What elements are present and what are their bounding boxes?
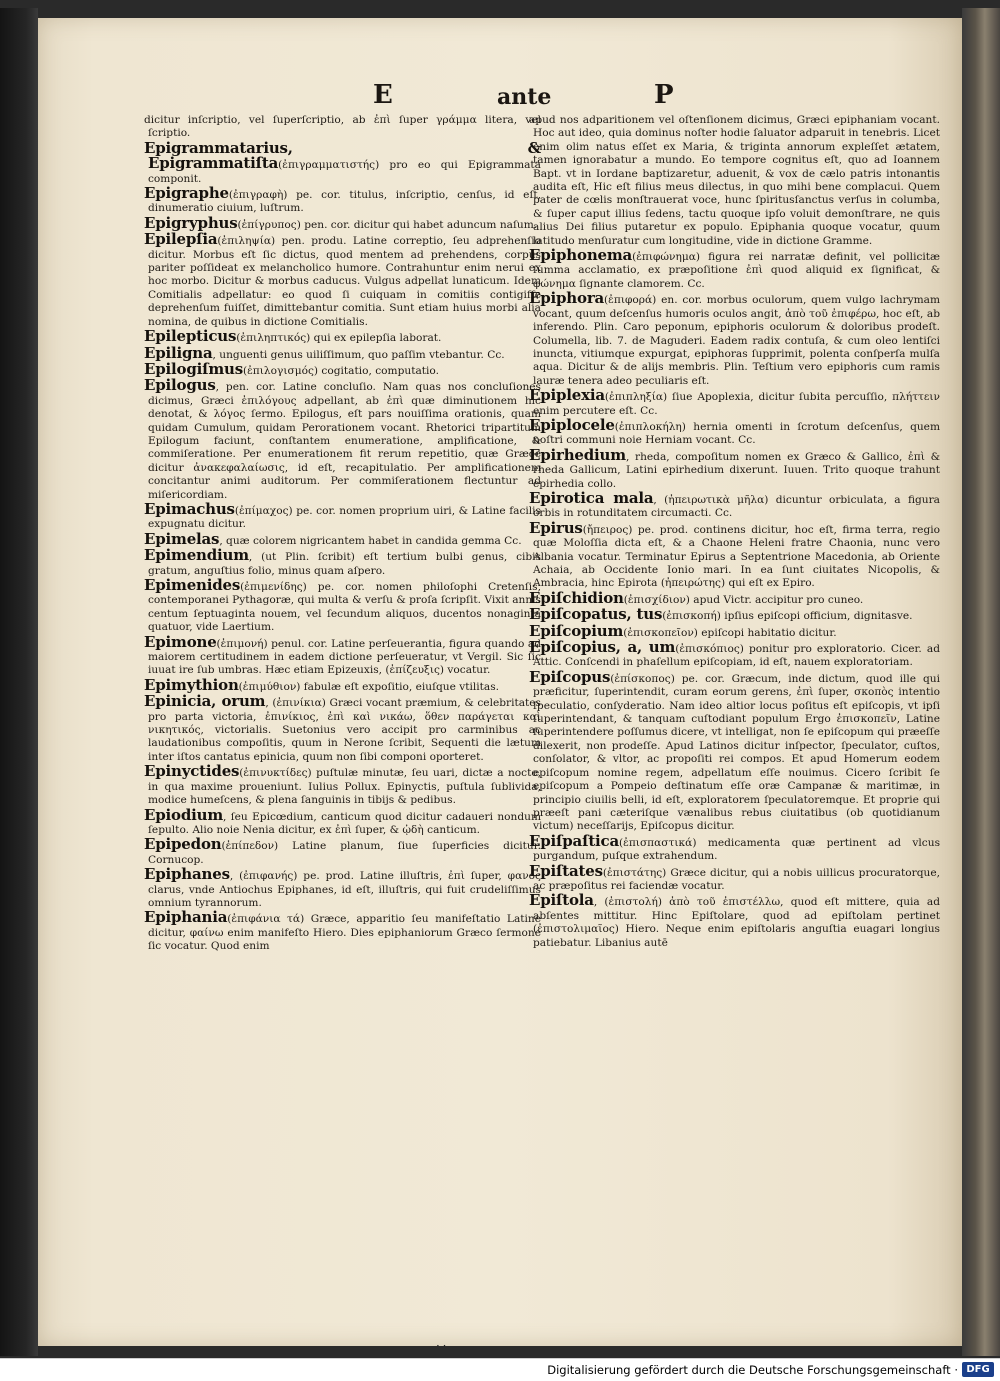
entry-headword: Epiſpaſtica — [529, 831, 620, 850]
entry-gloss: dicitur inſcriptio, vel ſuperſcriptio, ab ἐπὶ ſuper γράμμα litera, vel ſcriptio. — [144, 114, 541, 140]
entry-headword: Epirotica mala — [529, 488, 654, 507]
dictionary-entry — [144, 499, 541, 532]
entry-headword: Epirhedium — [529, 445, 626, 464]
entry-headword: Epinicia, orum — [144, 692, 266, 711]
dictionary-entry — [529, 386, 940, 418]
entry-gloss: (ἐπιπληξία) ſiue Apoplexia, dicitur ſubita percuſſio, πλήττειν enim percutere eſt. Cc. — [533, 391, 940, 417]
dictionary-entry — [144, 865, 541, 910]
entry-gloss: (ἐπίπεδον) Latine planum, ſiue ſuperficies dicitur. Cornucop. — [148, 840, 541, 866]
dictionary-entry — [529, 638, 940, 670]
entry-headword: Epiphanes — [144, 865, 230, 884]
dictionary-entry — [144, 805, 541, 838]
header-left-letter: E — [373, 80, 393, 110]
dictionary-entry — [144, 835, 541, 867]
entry-gloss: (ἤπειρος) pe. prod. continens dicitur, hoc eſt, firma terra, regio quæ Moloſſia dicta eſt, & a Chaone Heleni fratre Chaonia, nunc vero Albania vocatur. Terminatur Epirus a Septentrione Macedonia, ab Oriente Achaia, ab Occidente Ionio mari. In ea ſunt ciuitates Nicopolis, & Ambracia, hinc Epirota (ἠπειρώτης) qui eſt ex Epiro. — [533, 523, 940, 590]
entry-headword: Epiſcopium — [529, 621, 624, 640]
entry-headword: Epimelas — [144, 529, 220, 548]
entry-headword: Epiſchidion — [529, 588, 624, 607]
entry-gloss: , ſeu Epicœdium, canticum quod dicitur cadaueri nondum ſepulto. Alio noie Nenia dicitur, ex ἐπὶ ſuper, & ᾠδὴ canticum. — [148, 810, 541, 836]
entry-headword: Epimenides — [144, 576, 241, 594]
dictionary-entry — [144, 230, 541, 329]
entry-gloss: (ἐπιληψία) pen. produ. Latine correptio, ſeu adprehenſio dicitur. Morbus eſt ſic dictus, quod mentem ad prehendens, corpus pariter poſſideat ex melancholico humore. Contrahuntur enim nerui ex hoc morbo. Dicitur & morbus caducus. Vulgus adpellat lunaticum. Idem Comitialis adpellatur: eo quod ſi cuiquam in comitiis contigiſſe deprehenſum fuiſſet, dimittebantur comitia. Sunt etiam huius morbi alia nomina, de quibus in dictione Comitialis. — [148, 235, 541, 328]
entry-headword: Epigraphe — [144, 184, 229, 203]
entry-gloss: , (ἐπινίκια) Græci vocant præmium, & celebritates pro parta victoria, ἐπινίκιος, ἐπὶ καὶ νικάω, ὅθεν παράγεται καὶ νικητικός, victorialis. Suetonius vero accipit pro carminibus ac laudationibus compoſitis, quum in Nerone ſcribit, Sequenti die lætum inter iſtos cantatus epinicia, quum non ſibi componi oporteret. — [148, 697, 541, 763]
dictionary-entry — [144, 632, 541, 678]
funding-footer — [0, 1358, 1000, 1381]
dictionary-entry — [529, 831, 940, 864]
entry-gloss: (ἐπισκοπεῖον) epiſcopi habitatio dicitur. — [623, 626, 837, 639]
entry-headword: Epiſcopius, a, um — [529, 638, 676, 657]
entry-headword: Epiſcopus — [529, 667, 611, 686]
entry-gloss: (ἐπίσκοπος) pe. cor. Græcum, inde dictum, quod ille qui præficitur, ſuperintendit, curam eorum gerens, ἐπὶ ſuper, σκοπὸς intentio ſpeculatio, conſyderatio. Nam ideo altior locus poſitus eſt epiſcopis, vt ipſi ſuperintendant, & tanquam cuſtodiant populum Ergo ἐπισκοπεῖν, Latine ſuperintendere poſſumus dicere, vt intelligat, non ſe epiſcopum qui præeſſe dilexerit, non prodeſſe. Apud Latinos dicitur inſpector, ſpeculator, cuſtos, conſolator, & vltor, ac propoſiti rei compos. Et apud Homerum eodem epiſcopum nomine regem, adpellatum eſſe nouimus. Cicero ſcribit ſe epiſcopum a Pompeio deſtinatum eſſe oræ Campanæ & maritimæ, in principio ciuilis belli, id eſt, exploratorem ſpeculatoremque. Et proprie qui præeſt pani cæteriſque vænalibus rebus ciuitatibus (ob quotidianum victum) neceſſarijs, Epiſcopus dicitur. — [533, 672, 940, 833]
entry-gloss: (ἐπιφάνια τά) Græce, apparitio ſeu manifeſtatio Latine dicitur, φαίνω enim manifeſto Hiero. Dies epiphaniorum Græco ſermone ſic vocatur. Quod enim — [148, 913, 541, 953]
entry-headword: Epimachus — [144, 499, 235, 518]
dictionary-entry — [144, 762, 541, 807]
dictionary-entry — [529, 667, 940, 834]
dictionary-entry — [144, 138, 541, 186]
dictionary-entry — [529, 415, 940, 448]
header-right-letter: P — [654, 80, 674, 110]
entry-gloss: (ἐπιγραφὴ) pe. cor. titulus, inſcriptio, cenſus, id eſt, dinumeratio ciuium, luſtrum. — [148, 189, 541, 215]
entry-headword: Epiſtola — [529, 891, 594, 910]
entry-headword: Epiſtates — [529, 861, 603, 880]
dictionary-entry — [529, 289, 940, 388]
right-column — [529, 112, 940, 1172]
dictionary-entry — [144, 576, 541, 635]
entry-headword: Epimendium — [144, 546, 249, 565]
entry-headword: Epimythion — [144, 675, 239, 694]
scanner-left-edge — [0, 8, 38, 1356]
dictionary-entry — [144, 908, 541, 953]
dictionary-entry — [529, 488, 940, 521]
entry-gloss: (ἐπισχίδιον) apud Victr. accipitur pro cuneo. — [623, 593, 864, 606]
funding-note: Digitalisierung gefördert durch die Deutsche Forschungsgemeinschaft · — [547, 1363, 958, 1377]
entry-gloss: , pen. cor. Latine concluſio. Nam quas nos concluſiones dicimus, Græci ἐπιλόγους adpellant, ab ἐπὶ quæ diminutionem hic denotat, & λόγος ſermo. Epilogus, eſt pars nouiſſima orationis, quam quidam Cumulum, quidam Perorationem vocant. Rhetorici tripartitum Epilogum faciunt, conſtantem enumeratione, amplificatione, & commiſeratione. Per enumerationem fit rerum repetitio, quæ Græce dicitur ἀνακεφαλαίωσις, id eſt, recapitulatio. Per amplificationem concitantur animi auditorum. Per commiſerationem flectuntur ad miſericordiam. — [148, 381, 541, 501]
entry-gloss: , rheda, compoſitum nomen ex Græco & Gallico, ἐπὶ & rheda Gallicum, Latini epirhedium dixerunt. Iuuen. Trito quoque trahunt epirhedia collo. — [533, 450, 940, 490]
entry-headword: Epilepſia — [144, 230, 218, 249]
entry-headword: Epiphonema — [529, 246, 633, 265]
dictionary-entry — [529, 861, 940, 894]
entry-gloss: (ἐπιλογισμός) cogitatio, computatio. — [242, 364, 439, 377]
entry-gloss: (ἐπινυκτίδες) puſtulæ minutæ, ſeu uari, dictæ a nocte, in qua maxime proueniunt. Iulius Pollux. Epinyctis, puſtula ſublivida, modice humeſcens, & plena ſanguinis in tibijs & pedibus. — [148, 767, 541, 807]
entry-gloss: (ἐπιφορά) en. cor. morbus oculorum, quem vulgo lachrymam vocant, quum deſcenſus humoris oculos angit, ἀπὸ τοῦ ἐπιφέρω, hoc eſt, ab inferendo. Plin. Caro peponum, epiphoris oculorum & doloribus prodeſt. Columella, lib. 7. de Maguderi. Eadem radix contuſa, & cum oleo lentiſci inuncta, vitiumque expurgat, epiphoras ſupprimit, polenta conſperſa mulſa aqua. Dicitur & de alijs membris. Plin. Teſtium vero epiphoris cum ramis lauræ tenera adeo peculiaris eſt. — [533, 294, 940, 387]
entry-gloss: (ἐπιμενίδης) pe. cor. nomen philoſophi Cretenſis, contemporanei Pythagoræ, qui multa & verſu & proſa ſcripſit. Vixit annis centum ſeptuaginta nouem, vel ſecundum aliquos, ducentos nonaginta quatuor, vide Laertium. — [148, 581, 541, 634]
entry-gloss: (ἐπισκόπιος) ponitur pro exploratorio. Cicer. ad Attic. Conſcendi in phaſellum epiſcopiam, id eſt, nauem exploratoriam. — [533, 643, 940, 669]
book-page — [38, 18, 962, 1350]
entry-headword: Epipedon — [144, 835, 222, 854]
entry-gloss: apud nos adparitionem vel oſtenſionem dicimus, Græci epiphaniam vocant. Hoc aut ideo, quia dominus noſter hodie ſaluator adparuit in tenebris. Licet enim olim natus eſſet ex Maria, & triginta annorum expleſſet ætatem, tamen ignorabatur a mundo. Eo tempore cognitus eſt, quo ad Ioannem Bapt. vt in Iordane baptizaretur, aduenit, & vox de cælo patris intonantis audita eſt, Hic eſt filius meus dilectus, in quo mihi bene complacui. Quem pater de cœlis monſtrauerat voce, hunc ſpiritusſanctus verſus in columba, & ſuper caput illius ſedens, tactu quoque ipſo voluit demonſtrare, ne quis alius Dei filius putaretur ex populo. Epiphania quoque vocatur, quum latitudo menſuratur cum longitudine, vide in dictione Gramme. — [529, 114, 940, 247]
left-column — [144, 112, 541, 1172]
dictionary-entry — [529, 246, 940, 291]
entry-headword: Epiplocele — [529, 415, 615, 434]
entry-gloss: (ἐπισπαστικά) medicamenta quæ pertinent ad vlcus purgandum, puſque extrahendum. — [533, 836, 940, 863]
entry-headword: Epigryphus — [144, 213, 238, 232]
entry-gloss: (ἐπιληπτικός) qui ex epilepſia laborat. — [236, 332, 442, 345]
entry-headword: Epiplexia — [529, 386, 605, 405]
dictionary-entry — [529, 518, 940, 591]
entry-headword: Epinyctides — [144, 762, 240, 781]
dictionary-entry — [529, 891, 940, 950]
entry-gloss: (ἐπιστάτης) Græce dicitur, qui a nobis uillicus procuratorque, ac præpoſitus rei faciendæ vocatur. — [533, 866, 940, 892]
entry-gloss: (ἐπιμονή) penul. cor. Latine perſeuerantia, figura quando ad maiorem certitudinem in eadem dictione perſeueratur, vt Vergil. Sic ſic iuuat ire ſub umbras. Hæc etiam Epizeuxis, (ἐπίζευξις) vocatur. — [148, 637, 541, 677]
entry-headword: Epirus — [529, 518, 583, 537]
dictionary-entry — [144, 692, 541, 764]
dictionary-entry — [529, 445, 940, 491]
dictionary-entry — [144, 112, 541, 141]
entry-gloss: (ἐπιπλοκήλη) hernia omenti in ſcrotum deſcenſus, quem noſtri communi noie Herniam vocant. Cc. — [533, 420, 940, 447]
entry-gloss: , quæ colorem nigricantem habet in candida gemma Cc. — [219, 534, 522, 547]
facing-page-edge — [962, 8, 1000, 1356]
header-center-word: ante — [497, 84, 552, 110]
page-bottom-marks: ⠄⠄ — [436, 1340, 450, 1350]
entry-headword: Epiphora — [529, 289, 605, 308]
entry-gloss: , unguenti genus uiliſſimum, quo paſſim vtebantur. Cc. — [212, 348, 505, 361]
entry-gloss: , (ut Plin. ſcribit) eſt tertium bulbi genus, cibis gratum, anguſtius folio, minus quam aſpero. — [148, 551, 541, 577]
entry-gloss: (ἐπιφώνημα) figura rei narratæ definit, vel pollicitæ ſumma acclamatio, ex præpoſitione ἐπὶ quod aliquid ex ſignificat, & φώνημα ſignante clamorem. Cc. — [533, 251, 940, 290]
entry-headword: Epiphania — [144, 908, 228, 927]
entry-headword: Epigrammatarius, & Epigrammatiſta — [144, 138, 541, 173]
dictionary-entry — [144, 376, 541, 502]
entry-gloss: (ἐπισκοπή) ipſius epiſcopi officium, dignitasve. — [662, 610, 913, 623]
entry-headword: Epilogus — [144, 376, 216, 395]
entry-gloss: (ἐπιμύθιον) fabulæ eſt expoſitio, eiuſque vtilitas. — [238, 680, 500, 693]
entry-headword: Epiodium — [144, 805, 223, 824]
entry-headword: Epilepticus — [144, 327, 237, 346]
entry-gloss: (ἐπιγραμματιστής) pro eo qui Epigrammata componit. — [148, 159, 541, 185]
dictionary-entry — [529, 112, 940, 248]
entry-gloss: (ἐπίγρυπος) pen. cor. dicitur qui habet aduncum naſum. — [237, 218, 538, 231]
entry-gloss: , (ἐπιφανής) pe. prod. Latine illuſtris, ἐπὶ ſuper, φανός clarus, vnde Antiochus Epiphanes, id eſt, illuſtris, qui fuit crudeliſſimus omnium tyrannorum. — [148, 870, 541, 909]
entry-gloss: (ἐπίμαχος) pe. cor. nomen proprium uiri, & Latine facilis expugnatu dicitur. — [148, 504, 541, 531]
entry-headword: Epilogiſmus — [144, 359, 243, 378]
entry-headword: Epimone — [144, 632, 217, 651]
entry-headword: Epiſcopatus, tus — [529, 605, 663, 624]
entry-gloss: , (ἐπιστολή) ἀπὸ τοῦ ἐπιστέλλω, quod eſt mittere, quia ad abſentes mittitur. Hinc Epiſtolare, quod ad epiſtolam pertinet (ἐπιστολιμαῖος) Hiero. Neque enim epiſtolaris anguſtia euagari longius patiebatur. Libanius autē — [533, 896, 940, 949]
dfg-logo: DFG — [962, 1362, 994, 1377]
dictionary-entry — [144, 184, 541, 216]
entry-headword: Epiligna — [144, 343, 213, 362]
entry-gloss: , (ἠπειρωτικὰ μῆλα) dicuntur orbiculata, a figura orbis in rotunditatem circumacti. Cc. — [533, 493, 940, 520]
dictionary-entry — [144, 546, 541, 578]
